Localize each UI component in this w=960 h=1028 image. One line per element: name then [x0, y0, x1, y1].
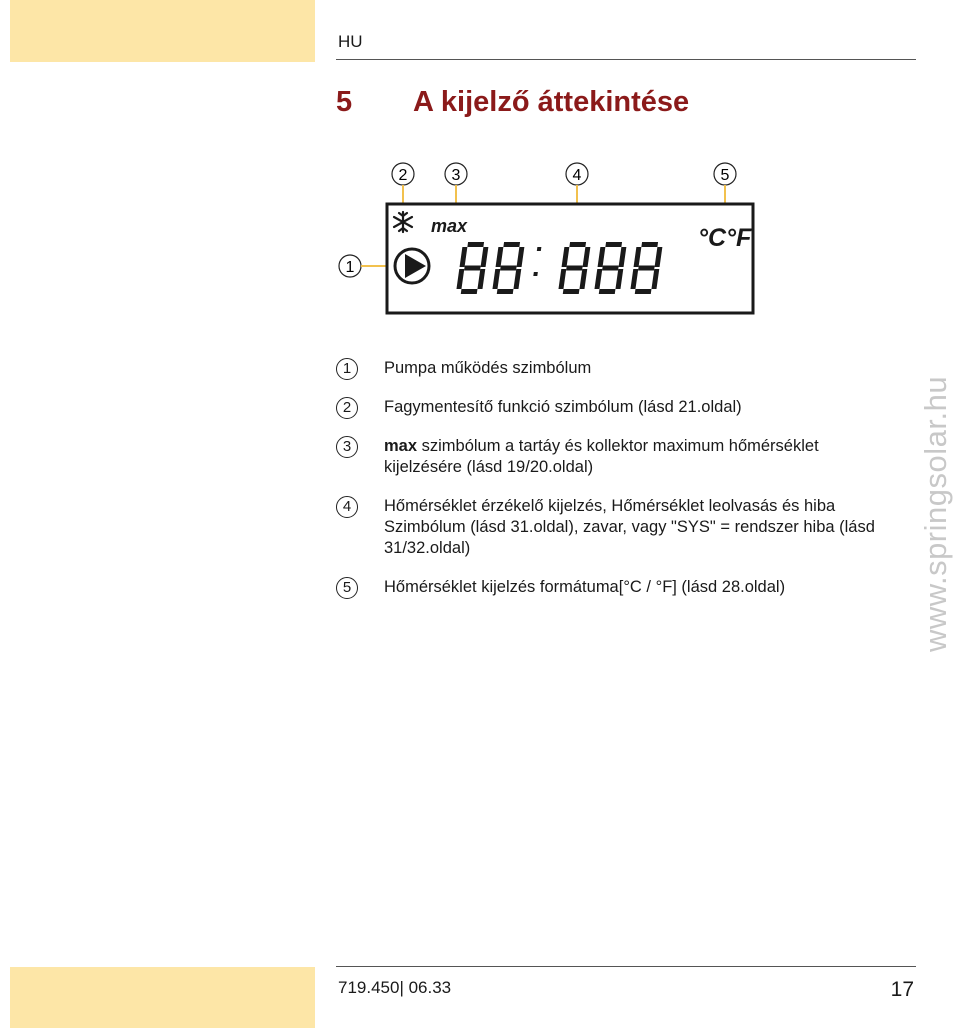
unit-label: °C°F	[698, 224, 752, 252]
legend-item	[336, 577, 896, 598]
lcd-segment	[635, 289, 652, 294]
legend-item	[336, 496, 896, 559]
watermark-url: www.springsolar.hu	[918, 375, 953, 652]
lcd-segment	[641, 242, 658, 247]
lcd-segment	[638, 266, 655, 271]
svg-text:3: 3	[451, 167, 461, 184]
svg-text:5: 5	[720, 167, 730, 184]
legend-text: max szimbólum a tartáy és kollektor maximum hőmérséklet kijelzésére (lásd 19/20.oldal)	[384, 437, 819, 476]
lcd-segment	[500, 266, 517, 271]
svg-text:2: 2	[398, 167, 408, 184]
svg-text:1: 1	[345, 259, 355, 276]
max-label: max	[431, 216, 468, 236]
language-label: HU	[338, 32, 363, 51]
document-id: 719.450| 06.33	[338, 978, 452, 997]
legend-text: Hőmérséklet kijelzés formátuma[°C / °F] (lásd 28.oldal)	[384, 578, 786, 596]
bottom-divider	[336, 966, 916, 967]
legend-number: 2	[336, 397, 358, 419]
legend-text: Hőmérséklet érzékelő kijelzés, Hőmérséklet leolvasás és hiba Szimbólum (lásd 31.oldal), zavar, vagy "SYS" = rendszer hiba (lásd 31/32.oldal)	[384, 497, 875, 557]
legend-list	[336, 358, 896, 616]
lcd-segment	[602, 266, 619, 271]
callout-4	[566, 163, 588, 185]
callout-5	[714, 163, 736, 185]
legend-number: 3	[336, 436, 358, 458]
display-diagram-svg	[330, 150, 770, 330]
legend-number: 1	[336, 358, 358, 380]
callout-1	[339, 255, 361, 277]
bottom-sidebar-band	[10, 967, 315, 1028]
lcd-segment	[605, 242, 622, 247]
legend-number: 4	[336, 496, 358, 518]
lcd-segment	[503, 242, 520, 247]
svg-text:4: 4	[572, 167, 582, 184]
legend-number: 5	[336, 577, 358, 599]
callout-2	[392, 163, 414, 185]
lcd-segment	[461, 289, 478, 294]
legend-text: Pumpa működés szimbólum	[384, 359, 592, 377]
top-divider	[336, 59, 916, 60]
pump-play-icon	[395, 249, 429, 283]
legend-text: Fagymentesítő funkció szimbólum (lásd 21.oldal)	[384, 398, 742, 416]
lcd-segment	[464, 266, 481, 271]
display-diagram	[330, 150, 770, 335]
section-number: 5	[336, 86, 353, 118]
lcd-segment	[497, 289, 514, 294]
callout-3	[445, 163, 467, 185]
lcd-segment	[599, 289, 616, 294]
legend-item	[336, 358, 896, 379]
page-number: 17	[890, 978, 914, 1001]
lcd-segment	[467, 242, 484, 247]
top-sidebar-band	[10, 0, 315, 62]
page-title: A kijelző áttekintése	[413, 86, 690, 118]
lcd-segment	[569, 242, 586, 247]
lcd-segment	[563, 289, 580, 294]
legend-item	[336, 436, 896, 478]
lcd-segment	[566, 266, 583, 271]
legend-item	[336, 397, 896, 418]
